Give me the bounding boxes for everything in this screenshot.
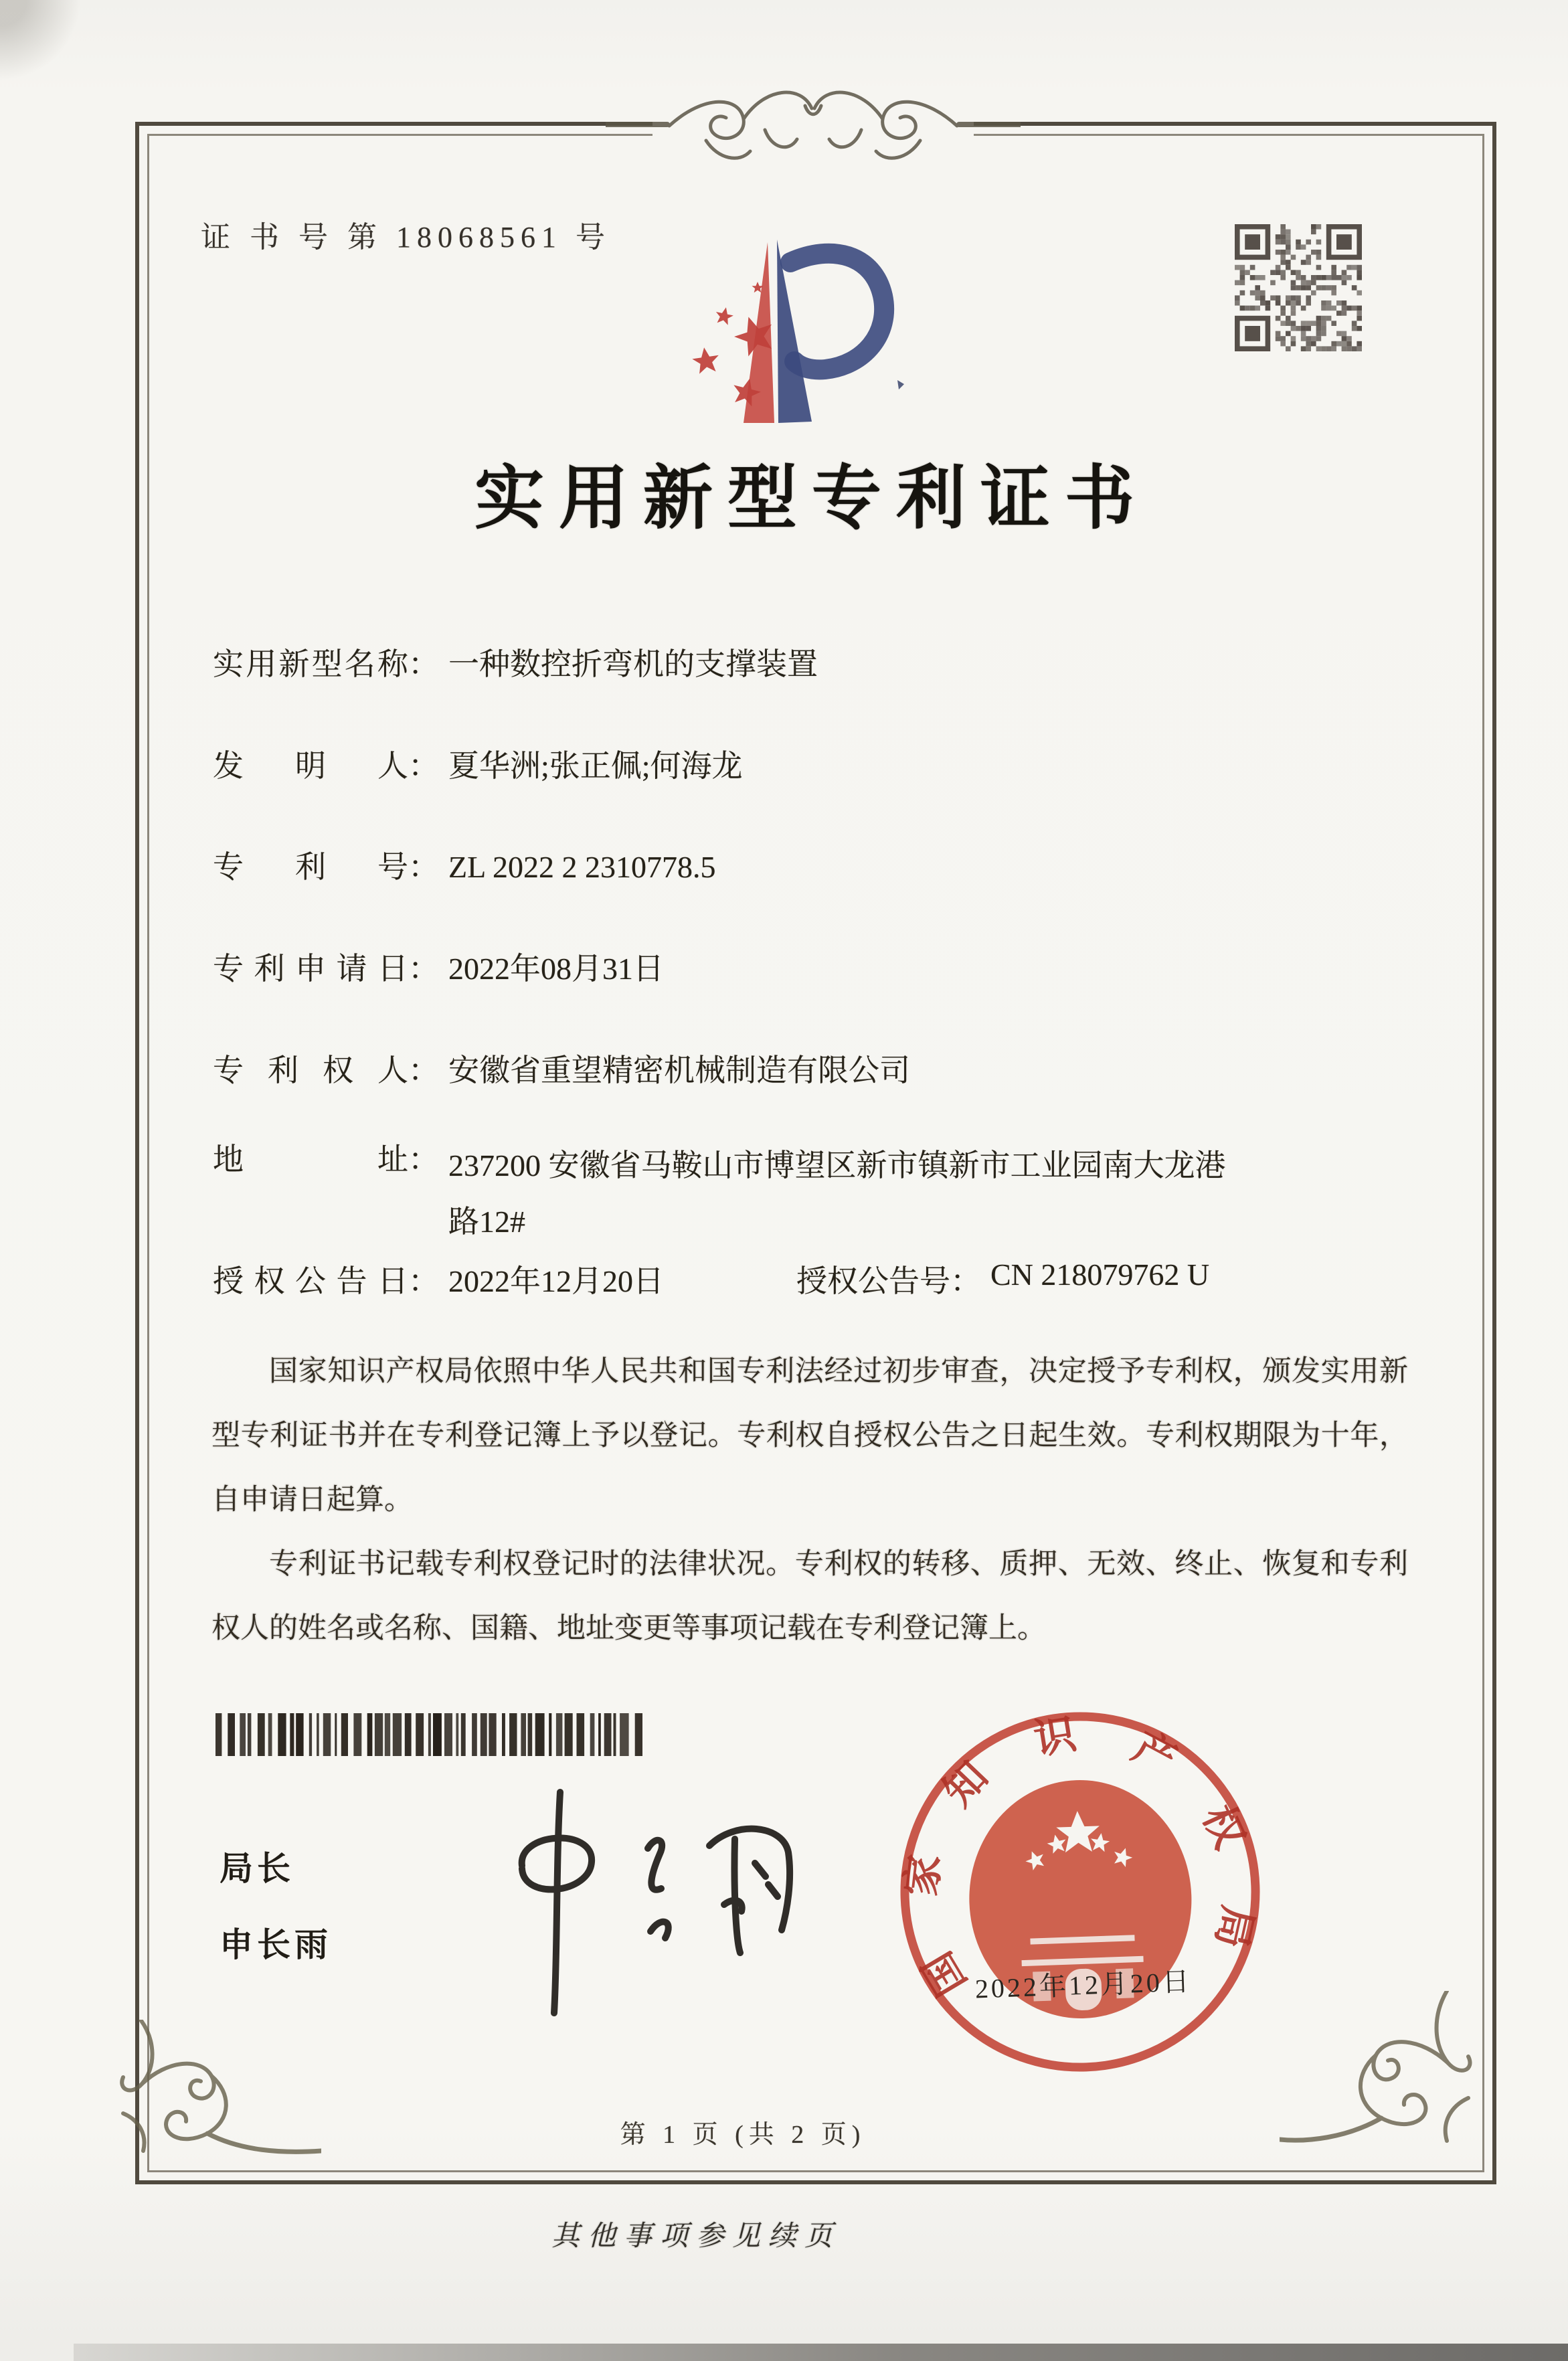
field-colon: ： (408, 1264, 439, 1298)
field-label: 专利号 (213, 850, 408, 884)
top-border-ornament (606, 66, 1021, 183)
certificate-number: 证 书 号 第 18068561 号 (201, 221, 611, 254)
cnipa-logo-icon (652, 228, 907, 432)
field-label: 地址 (213, 1142, 408, 1176)
legal-body-text (211, 1340, 1408, 1661)
seal-date-text: 2022年12月20日 (974, 1966, 1193, 2004)
field-value: 一种数控折弯机的支撑装置 (448, 647, 818, 681)
field-value: 夏华洲;张正佩;何海龙 (448, 749, 743, 783)
field-patent-number (213, 845, 716, 890)
photo-edge-shadow (74, 2344, 1568, 2361)
field-value: 2022年12月20日 (448, 1264, 664, 1298)
signature-handwriting-icon (422, 1780, 823, 2018)
body-paragraph-2: 专利证书记载专利权登记时的法律状况。专利权的转移、质押、无效、终止、恢复和专利权人的姓名或名称、国籍、地址变更等事项记载在专利登记簿上。 (211, 1549, 1408, 1644)
qr-code-icon (1235, 224, 1362, 351)
field-value: 2022年08月31日 (448, 952, 664, 986)
field-label: 授权公告日 (213, 1264, 408, 1298)
page-number: 第 1 页 (共 2 页) (620, 2121, 866, 2149)
field-label: 专利申请日 (213, 952, 408, 986)
field-colon: ： (408, 1142, 439, 1176)
field-address (213, 1138, 1231, 1249)
field-value: CN 218079762 U (990, 1257, 1210, 1292)
field-label: 授权公告号 (796, 1264, 950, 1298)
field-grant-date (213, 1257, 664, 1301)
field-patentee (213, 1049, 910, 1094)
field-value: ZL 2022 2 2310778.5 (448, 850, 716, 884)
field-inventors (213, 744, 743, 789)
field-colon: ： (408, 1053, 439, 1087)
field-colon: ： (950, 1264, 981, 1298)
field-colon: ： (408, 850, 439, 884)
bottom-left-corner-flourish (100, 2020, 321, 2187)
field-label: 发明人 (213, 749, 408, 783)
field-label: 实用新型名称 (213, 647, 408, 681)
field-value: 237200 安徽省马鞍山市博望区新市镇新市工业园南大龙港路12# (448, 1148, 1226, 1239)
field-colon: ： (408, 952, 439, 986)
seal-agency-text: 国家知识产权局 (899, 1711, 1261, 2003)
commissioner-name: 申长雨 (220, 1926, 332, 1963)
field-colon: ： (408, 647, 439, 681)
official-seal-icon (880, 1692, 1280, 2092)
field-value: 安徽省重望精密机械制造有限公司 (448, 1053, 910, 1087)
field-utility-name (213, 642, 818, 687)
field-colon: ： (408, 749, 439, 783)
certificate-title: 实用新型专利证书 (474, 460, 1149, 537)
body-paragraph-1: 国家知识产权局依照中华人民共和国专利法经过初步审查，决定授予专利权，颁发实用新型专利证书并在专利登记簿上予以登记。专利权自授权公告之日起生效。专利权期限为十年，自申请日起算。 (211, 1356, 1408, 1516)
barcode-icon (214, 1713, 642, 1756)
commissioner-title: 局长 (220, 1850, 294, 1887)
field-filing-date (213, 947, 664, 992)
field-grant-number (796, 1257, 1209, 1301)
field-label: 专利权人 (213, 1053, 408, 1087)
continuation-note: 其他事项参见续页 (551, 2221, 841, 2252)
bottom-right-corner-flourish (1280, 1991, 1500, 2185)
